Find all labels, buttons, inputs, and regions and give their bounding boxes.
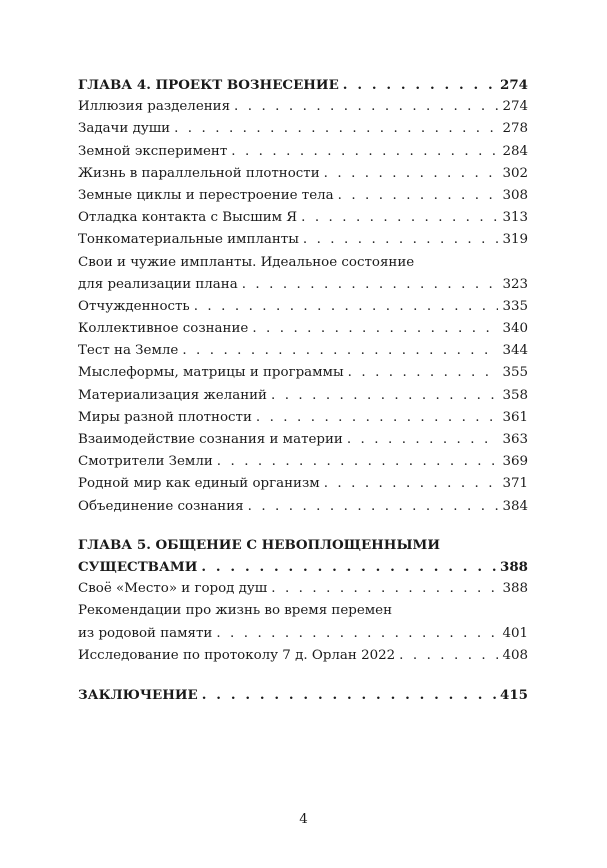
toc-entry-page: 335 [502,298,528,314]
toc-entry [78,163,528,185]
toc-entry-title: Исследование по протоколу 7 д. Орлан 2022 [78,647,396,663]
dot-leader [234,96,498,118]
toc-entry-title: Отчужденность [78,298,190,314]
toc-entry [78,185,528,207]
toc-entry-page: 371 [502,476,528,492]
dot-leader [338,185,499,207]
toc-entry-page: 340 [502,321,528,337]
chapter-page-number: 274 [500,77,528,93]
toc-entry-title: Земные циклы и перестроение тела [78,187,334,203]
toc-entry [78,207,528,229]
dot-leader [202,684,496,706]
toc-entry-first-line: Свои и чужие импланты. Идеальное состояние [78,254,415,270]
dot-leader [301,207,498,229]
toc-entry-page: 363 [502,432,528,447]
conclusion-title: ЗАКЛЮЧЕНИЕ [78,686,198,703]
dot-leader [324,163,499,185]
toc-entry [78,645,528,667]
toc-entry [78,385,528,407]
dot-leader [252,318,498,340]
chapter-5-heading [78,556,528,578]
toc-entry-page: 278 [502,121,528,137]
toc-entry-page: 401 [502,625,528,641]
toc-entry-first-line: Рекомендации про жизнь во время перемен [78,603,393,619]
chapter-4-heading [78,74,528,96]
toc-entry-title: Своё «Место» и город душ [78,581,268,597]
spacer [78,667,528,684]
toc-entry-title: Тонкоматериальные импланты [78,232,299,248]
dot-leader [271,578,498,600]
chapter-title: ГЛАВА 4. ПРОЕКТ ВОЗНЕСЕНИЕ [78,77,339,93]
dot-leader [248,496,499,518]
toc-entry-page: 308 [502,187,528,203]
toc-entry-page: 355 [502,365,528,381]
toc-entry-title: Коллективное сознание [78,321,249,337]
toc-entry-title: Иллюзия разделения [78,99,231,115]
toc-entry-page: 388 [502,581,528,597]
dot-leader [201,556,496,578]
toc-entry-page: 384 [502,498,528,514]
conclusion-page-number: 415 [500,686,528,703]
toc-entry [78,451,528,473]
toc-entry-title: Задачи души [78,121,171,137]
toc-entry-page: 302 [502,165,528,181]
toc-entry-title: Отладка контакта с Высшим Я [78,210,298,226]
toc-entry-page: 319 [502,232,528,248]
dot-leader [256,407,499,429]
dot-leader [174,118,498,140]
chapter-page-number: 388 [500,558,528,575]
toc-entry-title: Мыслеформы, матрицы и программы [78,365,344,381]
toc-entry [78,229,528,251]
toc-entry [78,340,528,362]
dot-leader [242,274,499,296]
toc-entry [78,118,528,140]
toc-entry-page: 284 [502,143,528,159]
toc-entry [78,473,528,495]
toc-entry-page: 344 [502,343,528,359]
toc-entry-page: 323 [502,276,528,292]
toc-entry-page: 274 [502,99,528,115]
toc-entry [78,274,528,296]
dot-leader [231,141,498,163]
toc-entry [78,362,528,384]
dot-leader [216,623,498,645]
table-of-contents [78,74,528,706]
spacer [78,518,528,534]
dot-leader [303,229,499,251]
toc-entry-page: 369 [502,454,528,470]
toc-entry-title: Объединение сознания [78,498,244,514]
toc-entry-title: Материализация желаний [78,387,267,403]
toc-entry-title: Смотрители Земли [78,454,213,470]
toc-entry-page: 361 [502,409,528,425]
toc-entry-title: Земной эксперимент [78,143,228,159]
chapter-title: СУЩЕСТВАМИ [78,558,198,575]
toc-entry-title: Миры разной плотности [78,409,252,425]
dot-leader [194,296,499,318]
dot-leader [348,362,499,384]
dot-leader [347,429,499,451]
toc-entry [78,407,528,429]
toc-entry-title: Тест на Земле [78,343,179,359]
chapter-5-heading-first-line: ГЛАВА 5. ОБЩЕНИЕ С НЕВОПЛОЩЕННЫМИ [78,536,441,553]
toc-entry-page: 358 [502,387,528,403]
toc-entry [78,429,528,451]
toc-entry-page: 408 [502,647,528,663]
toc-entry-title: из родовой памяти [78,625,213,641]
toc-entry-page: 313 [502,210,528,226]
toc-entry [78,318,528,340]
toc-entry-title: Жизнь в параллельной плотности [78,165,320,181]
toc-entry [78,623,528,645]
conclusion-heading [78,684,528,706]
dot-leader [343,74,496,96]
dot-leader [324,473,499,495]
toc-entry-title: Взаимодействие сознания и материи [78,432,343,447]
toc-entry [78,96,528,118]
toc-entry-title: Родной мир как единый организм [78,476,320,492]
dot-leader [271,385,498,407]
page-number: 4 [299,812,308,827]
dot-leader [399,645,498,667]
toc-entry [78,496,528,518]
toc-entry [78,141,528,163]
toc-entry-title: для реализации плана [78,276,238,292]
dot-leader [217,451,499,473]
dot-leader [182,340,498,362]
toc-entry [78,578,528,600]
toc-entry [78,296,528,318]
